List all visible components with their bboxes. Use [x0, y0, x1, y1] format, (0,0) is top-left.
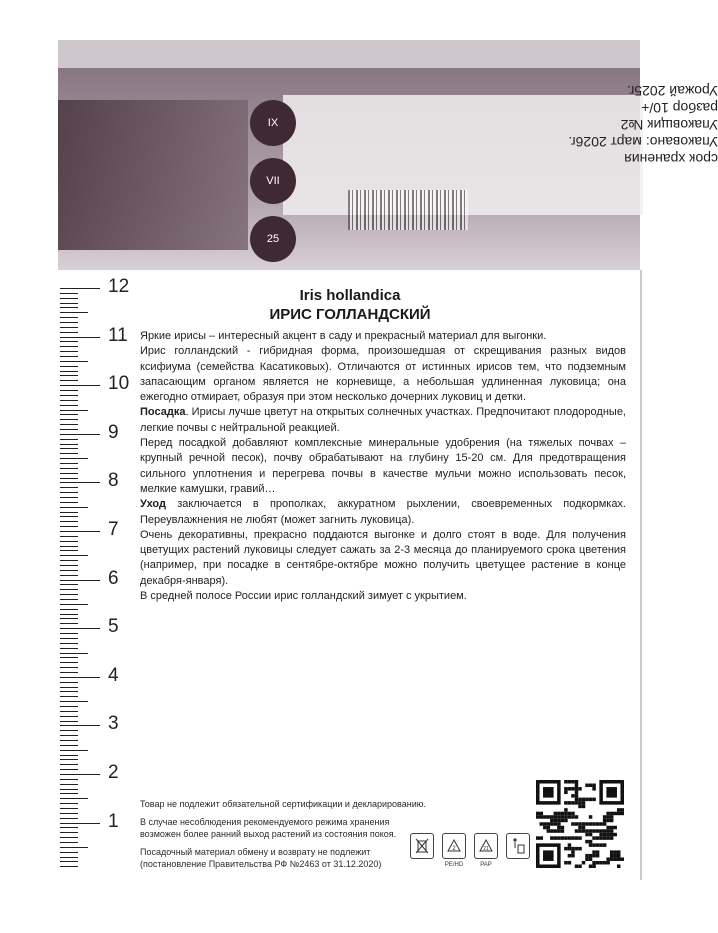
ruler-tick	[60, 609, 78, 610]
ruler-tick	[60, 725, 100, 726]
care-paragraph	[140, 497, 626, 528]
bag-mark-circle: VII	[250, 158, 296, 204]
ruler-tick	[60, 779, 78, 780]
exchange-note-2: (постановление Правительства РФ №2463 от 31.12.2020)	[140, 859, 382, 869]
latin-name: Iris hollandica	[299, 287, 401, 304]
ruler-tick	[60, 434, 100, 435]
storage-note-2: возможен более ранний выход растений из состояния покоя.	[140, 829, 397, 839]
ruler-tick	[60, 750, 88, 751]
ruler-tick	[60, 375, 78, 376]
ruler-tick	[60, 521, 78, 522]
ruler-tick	[60, 410, 88, 411]
mirrored-line: разбор 10/+	[641, 100, 718, 116]
ruler-label: 3	[108, 713, 119, 735]
ruler-tick	[60, 818, 78, 819]
ruler-tick	[60, 507, 88, 508]
centimeter-ruler	[60, 270, 142, 870]
ruler-tick	[60, 735, 78, 736]
ruler-tick	[60, 672, 78, 673]
ruler-tick	[60, 327, 78, 328]
ruler-tick	[60, 502, 78, 503]
ruler-tick	[60, 536, 78, 537]
hybrid-paragraph: Ирис голландский - гибридная форма, произошедшая от скрещивания разных видов ксифиума (семейства Касатиковых). Отличаются от истинных ирисов тем, что подземным запасающим органом является не корневище, а небольшая удлиненная луковица; она ежегодно отмирает, образуя при этом несколько дочерних луковиц и детки.	[140, 345, 626, 404]
bag-barcode	[348, 190, 468, 230]
ruler-tick	[60, 546, 78, 547]
before-planting-paragraph: Перед посадкой добавляют комплексные минеральные удобрения (на тяжелых почвах – крупный речной песок), почву обрабатывают на глубину 15-20 см. Для предотвращения сильного уплотнения и перегрева почвы в качестве мульчи можно использовать песок, мелкие камушки, гравий…	[140, 437, 626, 495]
svg-text:21: 21	[483, 846, 489, 852]
ruler-label: 6	[108, 567, 119, 589]
bag-seal-strip	[58, 40, 640, 68]
ruler-tick	[60, 740, 78, 741]
ruler-label: 11	[108, 324, 128, 346]
ruler-tick	[60, 395, 78, 396]
ruler-label: 5	[108, 616, 119, 638]
ruler-tick	[60, 555, 88, 556]
ruler-tick	[60, 487, 78, 488]
certification-note: Товар не подлежит обязательной сертификации и декларированию.	[140, 799, 426, 809]
recycling-symbols	[410, 833, 530, 868]
ruler-tick	[60, 793, 78, 794]
ruler-tick	[60, 541, 78, 542]
ruler-tick	[60, 866, 78, 867]
ruler-tick	[60, 468, 78, 469]
mirrored-line: срок хранения	[624, 151, 718, 167]
ruler-tick	[60, 662, 78, 663]
planting-paragraph	[140, 405, 626, 436]
ruler-tick	[60, 473, 78, 474]
ruler-tick	[60, 444, 78, 445]
ruler-tick	[60, 614, 78, 615]
ruler-tick	[60, 827, 78, 828]
forcing-paragraph: Очень декоративны, прекрасно поддаются выгонке и долго стоят в воде. Для получения цветущих растений луковицы следует сажать за 2-3 месяца до планируемого срока цветения (например, при посадке в сентябре-октябре можно получить цветущее растение в конце декабря-января).	[140, 528, 626, 587]
exchange-note-1: Посадочный материал обмену и возврату не подлежит	[140, 846, 371, 857]
ruler-tick	[60, 526, 78, 527]
ruler-tick	[60, 429, 78, 430]
ruler-tick	[60, 633, 78, 634]
ruler-tick	[60, 638, 78, 639]
ruler-tick	[60, 589, 78, 590]
ruler-label: 9	[108, 421, 119, 443]
ruler-tick	[60, 448, 78, 449]
ruler-tick	[60, 769, 78, 770]
ruler-tick	[60, 837, 78, 838]
ruler-tick	[60, 512, 78, 513]
storage-note-1: В случае несоблюдения рекомендуемого режима хранения	[140, 816, 390, 827]
ruler-tick	[60, 361, 88, 362]
description-text	[140, 329, 626, 604]
ruler-tick	[60, 351, 78, 352]
ruler-tick	[60, 774, 100, 775]
ruler-tick	[60, 575, 78, 576]
bag-mirrored-text	[518, 82, 718, 167]
ruler-tick	[60, 341, 78, 342]
ruler-tick	[60, 701, 88, 702]
ruler-tick	[60, 823, 100, 824]
ruler-tick	[60, 648, 78, 649]
ruler-tick	[60, 400, 78, 401]
ruler-tick	[60, 789, 78, 790]
ruler-tick	[60, 599, 78, 600]
ruler-tick	[60, 419, 78, 420]
russian-name: ИРИС ГОЛЛАНДСКИЙ	[269, 306, 431, 323]
ruler-tick	[60, 706, 78, 707]
package-bag-photo	[58, 40, 718, 270]
ruler-tick	[60, 696, 78, 697]
intro-paragraph: Яркие ирисы – интересный акцент в саду и прекрасный материал для выгонки.	[140, 330, 547, 342]
ruler-label: 8	[108, 470, 119, 492]
ruler-tick	[60, 497, 78, 498]
ruler-label: 2	[108, 762, 119, 783]
ruler-tick	[60, 332, 78, 333]
ruler-tick	[60, 643, 78, 644]
ruler-tick	[60, 492, 78, 493]
ruler-tick	[60, 380, 78, 381]
ruler-tick	[60, 813, 78, 814]
ruler-tick	[60, 390, 78, 391]
card-edge	[640, 270, 642, 880]
ruler-tick	[60, 516, 78, 517]
ruler-tick	[60, 565, 78, 566]
ruler-tick	[60, 721, 78, 722]
ruler-tick	[60, 570, 78, 571]
ruler-tick	[60, 618, 78, 619]
ruler-tick	[60, 405, 78, 406]
planting-label: Посадка	[140, 406, 186, 419]
ruler-tick	[60, 667, 78, 668]
ruler-tick	[60, 755, 78, 756]
winter-paragraph: В средней полосе России ирис голландский зимует с укрытием.	[140, 590, 467, 603]
ruler-tick	[60, 439, 78, 440]
ruler-tick	[60, 478, 78, 479]
ruler-tick	[60, 657, 78, 658]
qr-code	[536, 780, 624, 868]
ruler-tick	[60, 716, 78, 717]
ruler-label: 4	[108, 664, 119, 686]
ruler-label: 1	[108, 810, 119, 832]
ruler-tick	[60, 764, 78, 765]
svg-text:2: 2	[452, 846, 456, 852]
crossed-bin-icon	[410, 833, 434, 859]
mirrored-line: Упаковано: март 2026г.	[568, 134, 718, 150]
mirrored-line: Упаковщик №2	[620, 117, 718, 133]
bag-bulb-shadow	[58, 100, 248, 250]
ruler-tick	[60, 604, 88, 605]
ruler-tick	[60, 745, 78, 746]
ruler-tick	[60, 550, 78, 551]
ruler-label: 12	[108, 276, 130, 297]
ruler-label: 10	[108, 373, 130, 395]
ruler-tick	[60, 677, 100, 678]
ruler-tick	[60, 852, 78, 853]
trash-person-icon	[506, 833, 530, 859]
ruler-tick	[60, 385, 100, 386]
ruler-tick	[60, 687, 78, 688]
ruler-tick	[60, 584, 78, 585]
ruler-tick	[60, 628, 100, 629]
bag-mark-circle: 25	[250, 216, 296, 262]
ruler-tick	[60, 857, 78, 858]
ruler-tick	[60, 371, 78, 372]
ruler-tick	[60, 847, 88, 848]
ruler-tick	[60, 653, 88, 654]
ruler-tick	[60, 580, 100, 581]
ruler-tick	[60, 861, 78, 862]
care-label: Уход	[140, 498, 166, 511]
ruler-tick	[60, 424, 78, 425]
bag-mark-circle: IX	[250, 100, 296, 146]
ruler-tick	[60, 463, 78, 464]
pe-hd-caption: PE/HD	[444, 862, 464, 868]
recycle-pap-icon	[474, 833, 498, 868]
ruler-tick	[60, 453, 78, 454]
planting-text: . Ирисы лучше цветут на открытых солнечных участках. Предпочитают плодородные, легкие почвы с нейтральной реакцией.	[140, 406, 626, 434]
ruler-tick	[60, 458, 88, 459]
ruler-tick	[60, 759, 78, 760]
mirrored-line: Урожай 2025г.	[627, 83, 718, 99]
ruler-tick	[60, 691, 78, 692]
ruler-tick	[60, 784, 78, 785]
ruler-tick	[60, 414, 78, 415]
recycle-pe-hd-icon	[442, 833, 466, 868]
ruler-tick	[60, 366, 78, 367]
ruler-tick	[60, 594, 78, 595]
ruler-tick	[60, 531, 100, 532]
ruler-tick	[60, 803, 78, 804]
ruler-label: 7	[108, 519, 119, 540]
ruler-tick	[60, 832, 78, 833]
ruler-tick	[60, 808, 78, 809]
ruler-tick	[60, 730, 78, 731]
ruler-tick	[60, 798, 88, 799]
ruler-tick	[60, 482, 100, 483]
ruler-tick	[60, 337, 100, 338]
care-text: заключается в прополках, аккуратном рыхлении, своевременных подкормках. Переувлажнения не любят (может загнить луковица).	[140, 498, 626, 526]
ruler-tick	[60, 623, 78, 624]
ruler-tick	[60, 346, 78, 347]
ruler-tick	[60, 682, 78, 683]
ruler-tick	[60, 356, 78, 357]
pap-caption: PAP	[480, 862, 492, 868]
ruler-tick	[60, 842, 78, 843]
ruler-tick	[60, 711, 78, 712]
ruler-tick	[60, 560, 78, 561]
